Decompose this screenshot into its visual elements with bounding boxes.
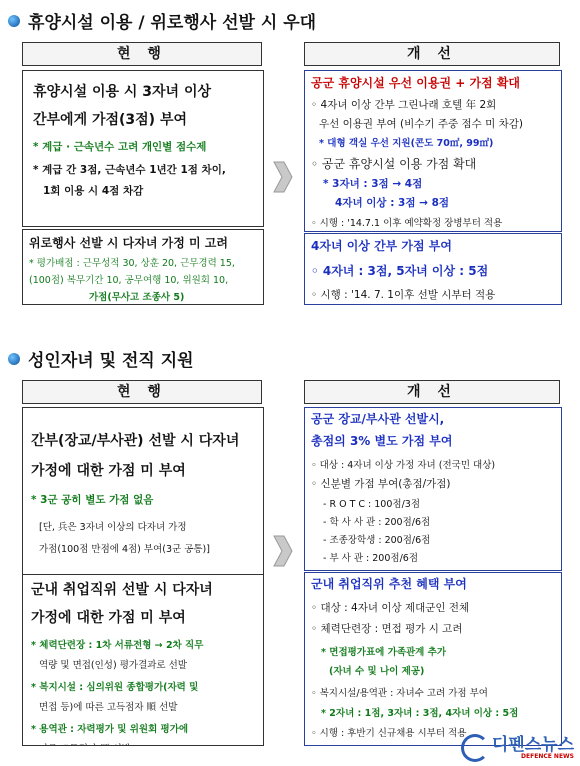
text-line: 위로행사 선발 시 다자녀 가정 미 고려: [29, 236, 228, 250]
text-line: (100점) 복무기간 10, 공무여행 10, 위원회 10,: [29, 275, 229, 286]
text-line: ◦ 신분별 가점 부여(총점/가점): [311, 478, 451, 490]
current-column-2: [22, 380, 262, 404]
text-line: 면접 등)에 따른 고득점자 順 선발: [39, 702, 178, 713]
text-line: 가정에 대한 가점 미 부여: [31, 610, 186, 626]
section-1-title-text: 휴양시설 이용 / 위로행사 선발 시 우대: [28, 13, 317, 33]
text-line: * 계급 간 3점, 근속년수 1년간 1점 차이,: [33, 164, 226, 176]
text-line: * 체력단련장 : 1차 서류전형 → 2차 직무: [31, 640, 204, 651]
defence-news-logo: [461, 734, 574, 762]
text-line: 가정에 대한 가점 미 부여: [31, 463, 186, 479]
text-line: - 부 사 관 : 200점/6점: [323, 553, 418, 564]
text-line: * 3군 공히 별도 가점 없음: [31, 494, 154, 506]
improve-header-1: 개 선: [304, 42, 560, 66]
section-title-2: [8, 346, 194, 371]
text-line: ◦ 공군 휴양시설 이용 가점 확대: [311, 157, 477, 171]
text-line: 간부(장교/부사관) 선발 시 다자녀: [31, 433, 240, 449]
current-box-1a: [22, 70, 264, 227]
logo-subtext: DEFENCE NEWS: [521, 752, 574, 760]
current-box-2b: [22, 574, 264, 746]
bullet-dot-icon: [8, 353, 20, 365]
text-line: 공군 장교/부사관 선발시,: [311, 412, 445, 426]
text-line: 4자녀 이상 간부 가점 부여: [311, 239, 452, 253]
text-line: [단, 兵은 3자녀 이상의 다자녀 가정: [39, 522, 187, 533]
text-line: 1회 이용 시 4점 차감: [43, 185, 144, 197]
text-line: 총점의 3% 별도 가점 부여: [311, 434, 453, 448]
text-line: * 면접평가표에 가족관계 추가: [321, 647, 447, 658]
text-line: 휴양시설 이용 시 3자녀 이상: [33, 84, 212, 100]
current-box-2a: [22, 407, 264, 575]
section-2-title-text: 성인자녀 및 전직 지원: [28, 351, 194, 371]
text-line: 4자녀 이상 : 3점 → 8점: [335, 197, 450, 209]
improve-box-2a: [304, 407, 562, 571]
text-line: * 계급 · 근속년수 고려 개인별 점수제: [33, 141, 207, 153]
text-line: [31, 741, 255, 746]
text-line: ◦ 체력단련장 : 면접 평가 시 고려: [311, 623, 463, 635]
text-line: ◦ 대상 : 4자녀 이상 제대군인 전체: [311, 602, 470, 614]
text-line: * 복지시설 : 심의위원 종합평가(자력 및: [31, 682, 199, 693]
current-box-1b: [22, 229, 264, 305]
text-line: 공군 휴양시설 우선 이용권 + 가점 확대: [311, 76, 521, 90]
arrow-right-icon: [272, 532, 294, 570]
improve-header-2: 개 선: [304, 380, 560, 404]
text-line: 군내 취업직위 추천 혜택 부여: [311, 577, 467, 591]
improve-column-2: [304, 380, 560, 404]
current-column-1: [22, 42, 262, 66]
text-line: ◦ 복지시설/용역관 : 자녀수 고려 가점 부여: [311, 688, 488, 699]
text-line: * 2자녀 : 1점, 3자녀 : 3점, 4자녀 이상 : 5점: [321, 708, 519, 719]
improve-box-2b: [304, 572, 562, 746]
bullet-dot-icon: [8, 15, 20, 27]
text-line: - R O T C : 100점/3점: [323, 499, 420, 510]
text-line: ◦ 대상 : 4자녀 이상 가정 자녀 (전국민 대상): [311, 460, 496, 471]
text-line: ◦ 4자녀 이상 간부 그린나래 호텔 年 2회: [311, 99, 497, 111]
section-title-1: [8, 8, 316, 33]
text-line: 군내 취업직위 선발 시 다자녀: [31, 582, 213, 598]
text-line: ◦ 4자녀 : 3점, 5자녀 이상 : 5점: [311, 264, 489, 278]
text-line: - 학 사 사 관 : 200점/6점: [323, 517, 431, 528]
text-line: [311, 568, 555, 571]
text-line: ◦ 시행 : 후반기 신규채용 시부터 적용: [311, 728, 467, 739]
improve-column-1: [304, 42, 560, 66]
current-header-1: 현 행: [22, 42, 262, 66]
text-line: * 대형 객실 우선 지원(콘도 70㎡, 99㎡): [319, 138, 494, 149]
current-header-2: 현 행: [22, 380, 262, 404]
improve-box-1a: [304, 70, 562, 232]
arrow-right-icon: [272, 158, 294, 196]
text-line: ◦ 시행 : '14.7.1 이후 예약확정 장병부터 적용: [311, 218, 503, 229]
logo-text: 디펜스뉴스: [491, 734, 574, 755]
logo-mark-icon: [461, 734, 489, 762]
text-line: * 평가배점 : 근무성적 30, 상훈 20, 근무경력 15,: [29, 258, 235, 269]
text-line: * 3자녀 : 3점 → 4점: [323, 178, 423, 190]
text-line: - 조종장학생 : 200점/6점: [323, 535, 431, 546]
text-line: ◦ 시행 : '14. 7. 1이후 선발 시부터 적용: [311, 289, 496, 301]
text-line: 역량 및 면접(인성) 평가결과로 선발: [39, 660, 187, 671]
text-line: 가점(100점 만점에 4점) 부여(3군 공통)]: [39, 544, 210, 555]
text-line: 우선 이용권 부여 (비수기 주중 점수 미 차감): [319, 118, 523, 130]
text-line: 가점(무사고 조종사 5): [89, 292, 185, 303]
text-line: * 용역관 : 자력평가 및 위원회 평가에: [31, 724, 189, 735]
text-line: (자녀 수 및 나이 제공): [329, 666, 425, 677]
improve-box-1b: [304, 233, 562, 305]
text-line: 간부에게 가점(3점) 부여: [33, 112, 188, 128]
